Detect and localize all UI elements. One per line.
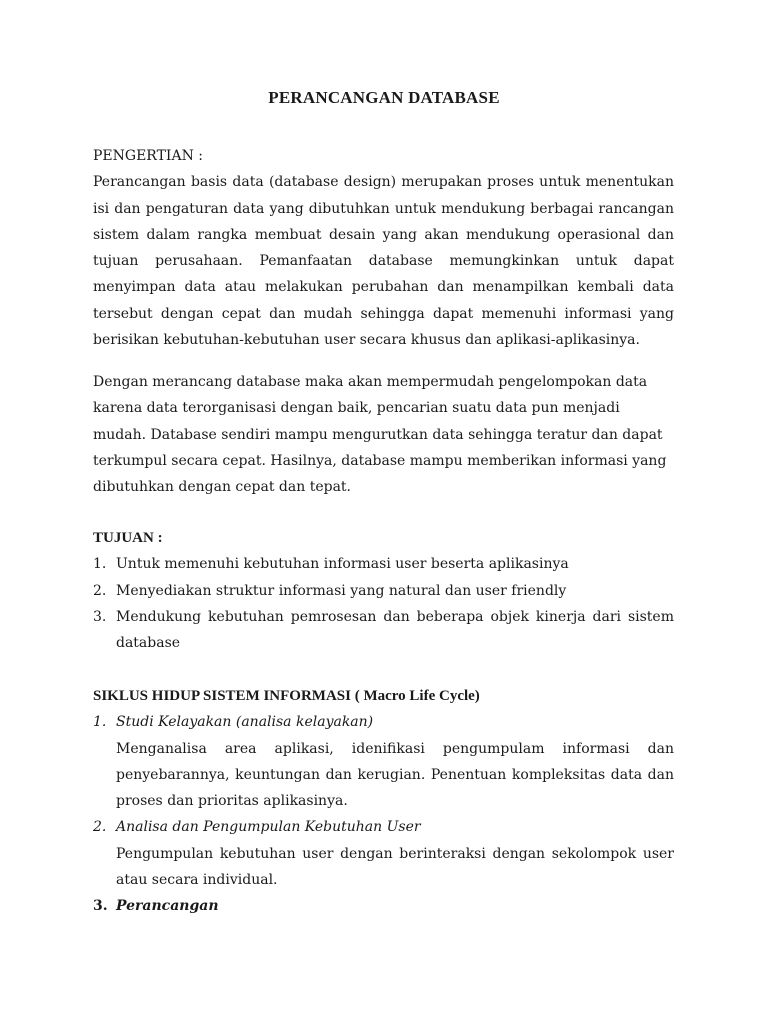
- tujuan-item: [93, 578, 674, 604]
- siklus-list: [93, 709, 674, 919]
- tujuan-item-text: Untuk memenuhi kebutuhan informasi user beserta aplikasinya: [116, 556, 569, 573]
- siklus-item-description: Menganalisa area aplikasi, idenifikasi pengumpulam informasi dan penyebarannya, keuntungan dan kerugian. Penentuan kompleksitas data dan proses dan prioritas aplikasinya.: [116, 740, 674, 810]
- siklus-item-number: 1.: [93, 714, 107, 731]
- pengertian-paragraph-1: Perancangan basis data (database design) merupakan proses untuk menentukan isi dan pengaturan data yang dibutuhkan untuk mendukung berbagai rancangan sistem dalam rangka membuat desain yang akan mendukung operasional dan tujuan perusahaan. Pemanfaatan database memungkinkan untuk dapat menyimpan data atau melakukan perubahan dan menampilkan kembali data tersebut dengan cepat dan mudah sehingga dapat memenuhi informasi yang berisikan kebutuhan-kebutuhan user secara khusus dan aplikasi-aplikasinya.: [93, 174, 674, 349]
- tujuan-item-number: 3.: [93, 608, 107, 625]
- siklus-item-title: Perancangan: [116, 898, 219, 915]
- pengertian-paragraph-2-block: [93, 369, 674, 500]
- tujuan-item: [93, 604, 674, 657]
- pengertian-paragraph-2: Dengan merancang database maka akan mempermudah pengelompokan data karena data terorganisasi dengan baik, pencarian suatu data pun menjadi mudah. Database sendiri mampu mengurutkan data sehingga teratur dan dapat terkumpul secara cepat. Hasilnya, database mampu memberikan informasi yang dibutuhkan dengan cepat dan tepat.: [93, 374, 667, 496]
- tujuan-item-number: 2.: [93, 582, 107, 599]
- tujuan-item-number: 1.: [93, 556, 107, 573]
- siklus-item-number: 2.: [93, 819, 107, 836]
- siklus-item-number: 3.: [93, 898, 108, 915]
- tujuan-item-text: Menyediakan struktur informasi yang natural dan user friendly: [116, 582, 567, 599]
- tujuan-item-text: Mendukung kebutuhan pemrosesan dan beberapa objek kinerja dari sistem database: [116, 608, 674, 652]
- tujuan-section: [93, 525, 674, 656]
- tujuan-heading: TUJUAN :: [93, 530, 163, 546]
- siklus-item-title: Studi Kelayakan (analisa kelayakan): [116, 714, 374, 731]
- page-title: PERANCANGAN DATABASE: [268, 88, 500, 107]
- pengertian-label: PENGERTIAN :: [93, 148, 203, 164]
- siklus-item: [93, 709, 674, 735]
- siklus-item-title: Analisa dan Pengumpulan Kebutuhan User: [116, 819, 421, 836]
- siklus-item-description: Pengumpulan kebutuhan user dengan berinteraksi dengan sekolompok user atau secara individual.: [116, 845, 674, 889]
- tujuan-item: [93, 551, 674, 577]
- siklus-item: [93, 893, 674, 919]
- siklus-item: [93, 814, 674, 840]
- tujuan-list: [93, 551, 674, 656]
- siklus-heading: SIKLUS HIDUP SISTEM INFORMASI ( Macro Life Cycle): [93, 688, 480, 704]
- siklus-section: [93, 683, 674, 920]
- pengertian-section: [93, 143, 674, 353]
